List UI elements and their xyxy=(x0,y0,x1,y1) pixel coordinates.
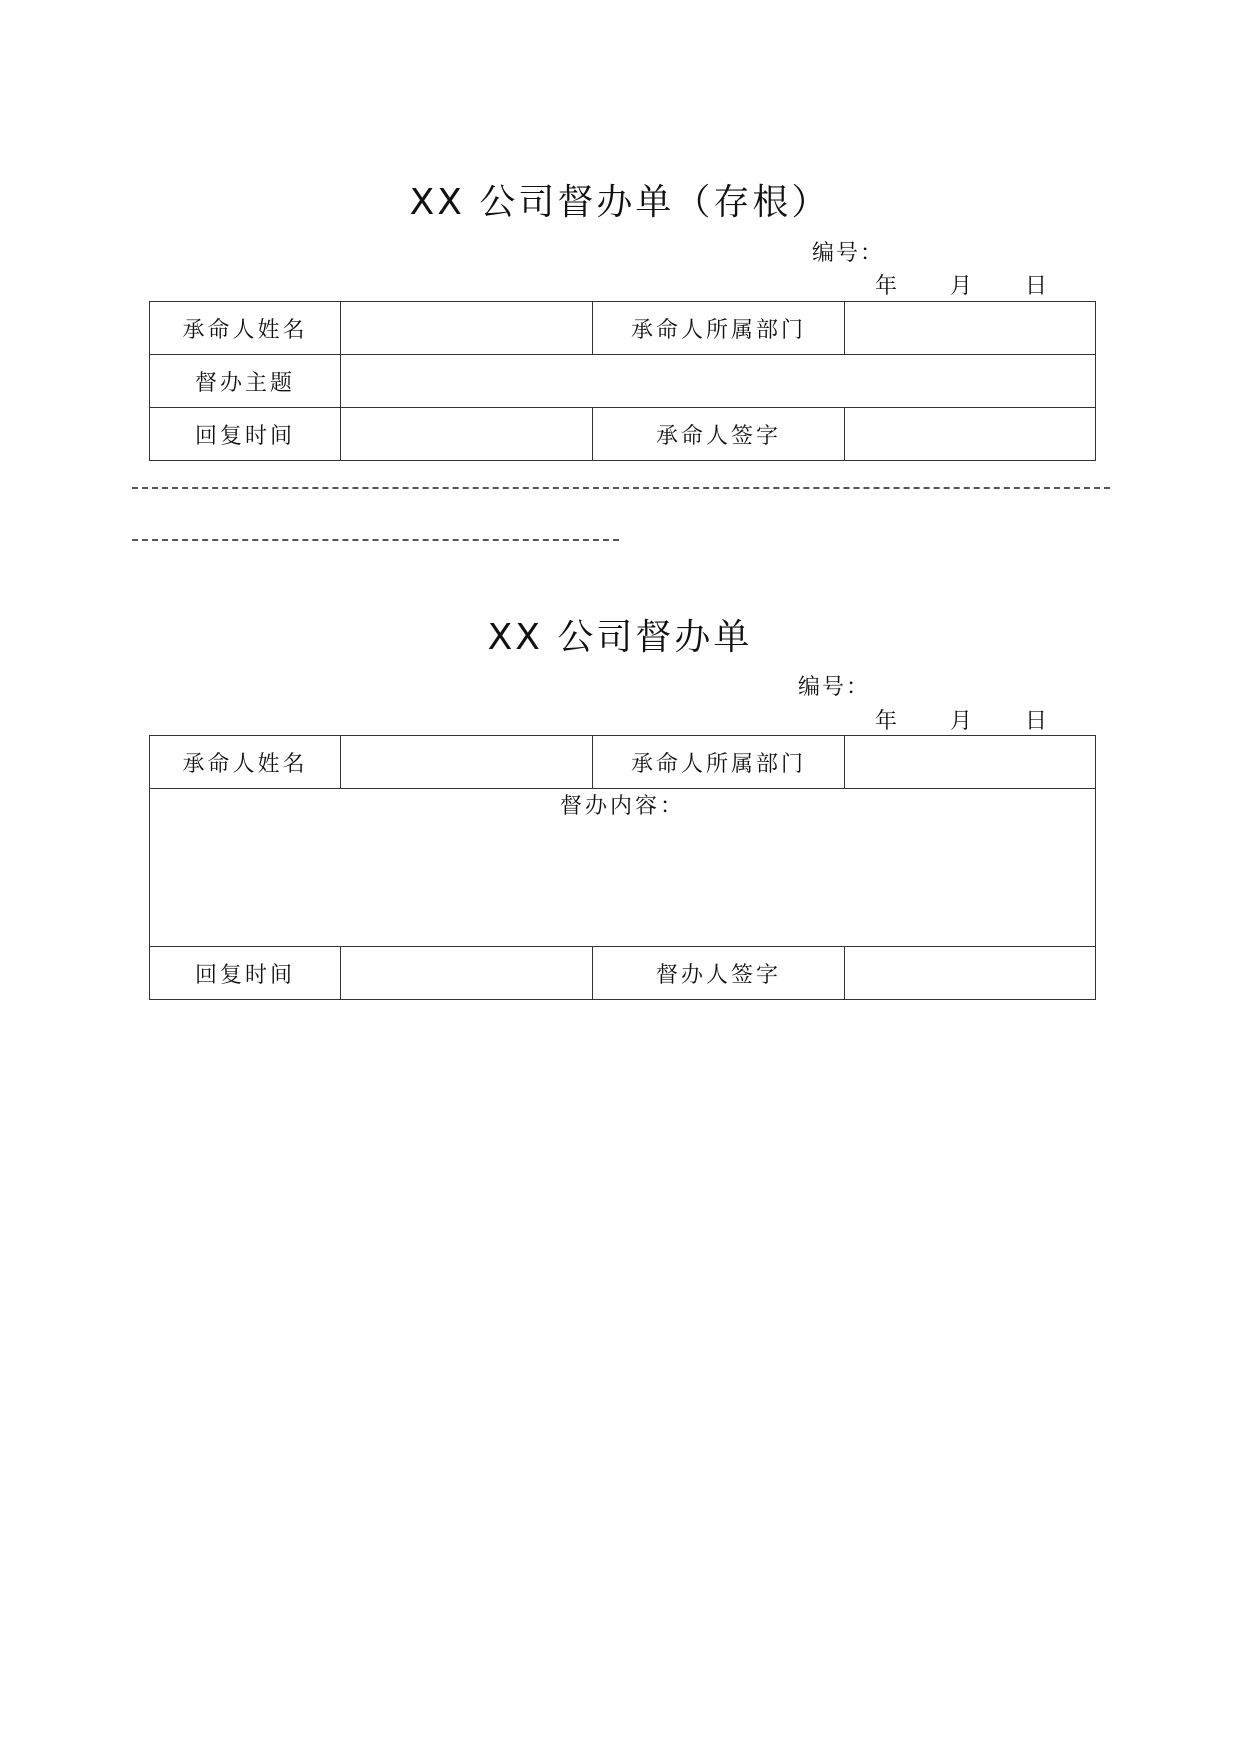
main-form-table xyxy=(149,735,1096,1000)
stub-sign-field[interactable] xyxy=(845,408,1096,461)
stub-name-label: 承命人姓名 xyxy=(150,302,341,355)
main-name-label: 承命人姓名 xyxy=(150,736,341,789)
stub-row-name xyxy=(150,302,1096,355)
stub-date-day: 日 xyxy=(1025,274,1048,299)
stub-subject-field[interactable] xyxy=(341,355,1096,408)
stub-subject-label: 督办主题 xyxy=(150,355,341,408)
stub-name-field[interactable] xyxy=(341,302,593,355)
main-date-year: 年 xyxy=(875,709,898,734)
stub-row-subject xyxy=(150,355,1096,408)
main-sign-label: 督办人签字 xyxy=(593,947,845,1000)
main-reply-field[interactable] xyxy=(341,947,593,1000)
main-sign-field[interactable] xyxy=(845,947,1096,1000)
stub-form-table xyxy=(149,301,1096,461)
main-row-reply xyxy=(150,947,1096,1000)
stub-sign-label: 承命人签字 xyxy=(593,408,845,461)
stub-reply-label: 回复时间 xyxy=(150,408,341,461)
main-title: XX 公司督办单 xyxy=(487,617,753,658)
main-dept-field[interactable] xyxy=(845,736,1096,789)
main-date-month: 月 xyxy=(950,709,973,734)
main-content-label: 督办内容： xyxy=(559,794,685,819)
main-reply-label: 回复时间 xyxy=(150,947,341,1000)
stub-date-year: 年 xyxy=(875,274,898,299)
cut-line-continued xyxy=(132,539,619,541)
stub-dept-label: 承命人所属部门 xyxy=(593,302,845,355)
stub-title: XX 公司督办单（存根） xyxy=(409,182,831,223)
stub-dept-field[interactable] xyxy=(845,302,1096,355)
main-row-name xyxy=(150,736,1096,789)
main-serial-label: 编号： xyxy=(798,675,871,700)
stub-reply-field[interactable] xyxy=(341,408,593,461)
cut-line xyxy=(132,487,1110,489)
main-content-field[interactable] xyxy=(150,789,1096,947)
stub-serial-label: 编号： xyxy=(812,241,885,266)
main-row-content xyxy=(150,789,1096,947)
stub-date-month: 月 xyxy=(950,274,973,299)
main-name-field[interactable] xyxy=(341,736,593,789)
main-date-day: 日 xyxy=(1025,709,1048,734)
stub-row-reply xyxy=(150,408,1096,461)
main-dept-label: 承命人所属部门 xyxy=(593,736,845,789)
